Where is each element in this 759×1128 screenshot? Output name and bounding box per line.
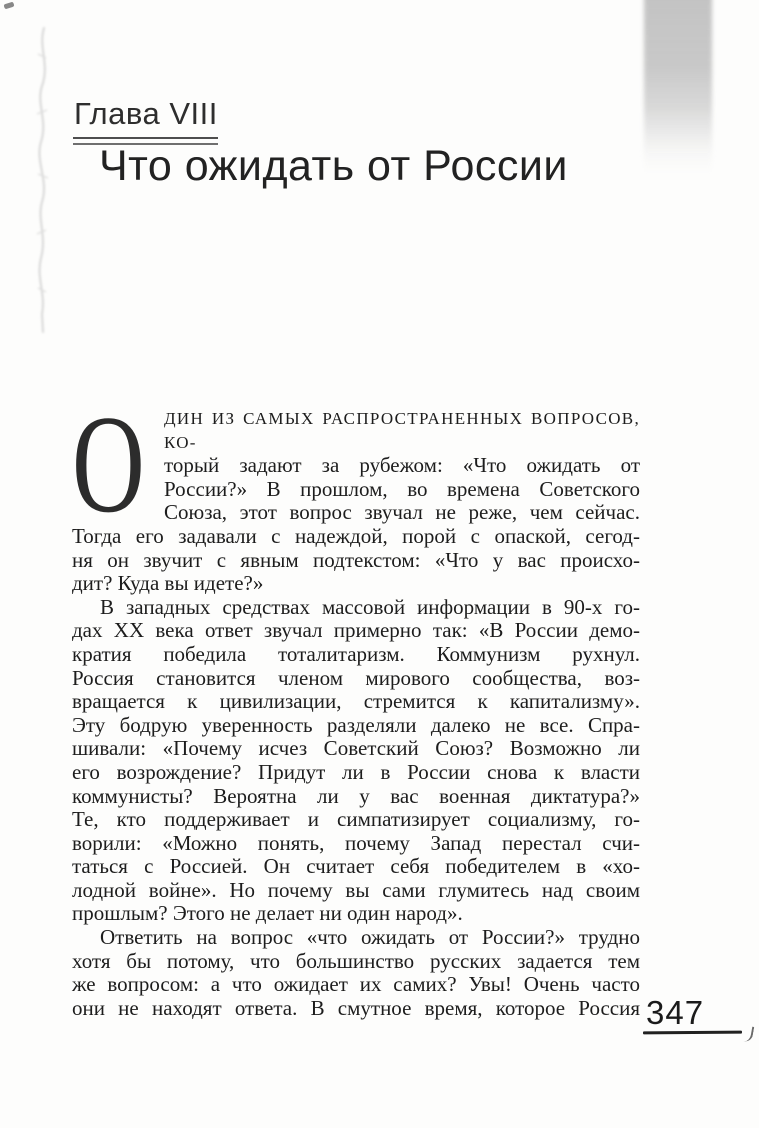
text-line: они не находят ответа. В смутное время, которое Россия	[72, 995, 640, 1020]
scan-tick-mark	[743, 1025, 755, 1042]
paragraph	[72, 596, 640, 926]
smudge-squiggle	[30, 24, 56, 334]
text-line: В западных средствах массовой информации в 90-х го-	[100, 594, 640, 619]
chapter-title: Что ожидать от России	[99, 142, 568, 190]
page-number: 347	[646, 994, 705, 1031]
scan-shadow-band	[644, 0, 712, 174]
scan-speck	[3, 2, 14, 10]
margin-handwriting-artifact	[30, 24, 56, 334]
text-line: торый задают за рубежом: «Что ожидать от	[164, 453, 640, 478]
text-line: ДИН ИЗ САМЫХ РАСПРОСТРАНЕННЫХ ВОПРОСОВ, КО-	[164, 409, 640, 452]
text-line: лодной войне». Но почему вы сами глумитесь над своим	[72, 877, 640, 902]
text-line: же вопросом: а что ожидает их самих? Увы! Очень часто	[72, 972, 640, 997]
text-line: коммунисты? Вероятна ли у вас военная диктатура?»	[72, 783, 640, 808]
dropcap-letter: О	[72, 387, 145, 542]
text-line: Ответить на вопрос «что ожидать от России?» трудно	[100, 925, 640, 950]
text-line: Тогда его задавали с надеждой, порой с опаской, сегод-	[72, 523, 640, 548]
text-line: дит? Куда вы идете?»	[72, 571, 264, 596]
page-body	[72, 387, 640, 1020]
text-line: его возрождение? Придут ли в России снова к власти	[72, 759, 640, 784]
text-line: кратия победила тоталитаризм. Коммунизм рухнул.	[72, 641, 640, 666]
text-line: Эту бодрую уверенность разделяли далеко не все. Спра-	[72, 712, 640, 737]
chapter-number: Глава VIII	[74, 96, 218, 131]
text-line: прошлым? Этого не делает ни один народ».	[72, 901, 463, 926]
text-line: ворили: «Можно понять, почему Запад перестал счи-	[72, 830, 640, 855]
text-line: ня он звучит с явным подтекстом: «Что у вас происхо-	[72, 547, 640, 572]
text-line: Союза, этот вопрос звучал не реже, чем сейчас.	[164, 500, 640, 525]
text-line: таться с Россией. Он считает себя победителем в «хо-	[72, 854, 640, 879]
page-number-underline	[643, 1031, 742, 1035]
paragraph	[72, 926, 640, 1020]
text-line: России?» В прошлом, во времена Советского	[164, 476, 640, 501]
paragraph	[72, 387, 640, 596]
text-line: Россия становится членом мирового сообщества, воз-	[72, 665, 640, 690]
text-line: дах XX века ответ звучал примерно так: «В России демо-	[72, 618, 640, 643]
text-line: хотя бы потому, что большинство русских задается тем	[72, 948, 640, 973]
text-line: шивали: «Почему исчез Советский Союз? Возможно ли	[72, 736, 640, 761]
text-line: вращается к цивилизации, стремится к капитализму».	[72, 689, 640, 714]
text-line: Те, кто поддерживает и симпатизирует социализму, го-	[72, 807, 640, 832]
